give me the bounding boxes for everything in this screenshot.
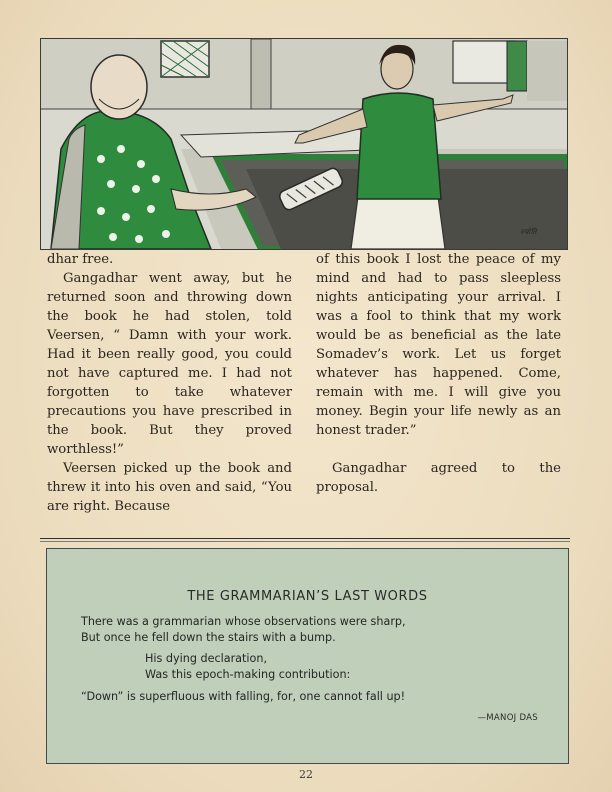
story-column-left <box>47 250 292 516</box>
illustration-drawing <box>41 39 567 249</box>
poem-line: Was this epoch-making contribution: <box>145 668 351 681</box>
poem-line: His dying declaration, <box>145 652 268 665</box>
poem-line: There was a grammarian whose observations were sharp, <box>81 615 406 628</box>
story-paragraph: of this book I lost the peace of my mind and had to pass sleepless nights anticipating your arrival. I was a fool to think that my work would be as beneficial as the late Somadev’s work. Let us forget whatever has happened. Come, remain with me. I will give you money. Begin your life newly as an honest trader.” <box>316 252 561 438</box>
poem-author: —MANOJ DAS <box>477 713 538 723</box>
poem-line: “Down” is superfluous with falling, for, one cannot fall up! <box>81 690 406 703</box>
poem-box <box>46 548 569 764</box>
section-divider <box>40 538 570 539</box>
story-illustration <box>40 38 568 250</box>
section-divider-thin <box>40 541 570 542</box>
page-number: 22 <box>299 768 313 781</box>
story-paragraph: dhar free. <box>47 252 114 267</box>
story-paragraph: Gangadhar agreed to the proposal. <box>316 461 561 495</box>
story-paragraph: Veersen picked up the book and threw it into his oven and said, “You are right. Because <box>47 461 292 514</box>
illustrator-signature: ज्योति <box>519 228 537 236</box>
poem-title: THE GRAMMARIAN’S LAST WORDS <box>187 589 428 604</box>
story-column-right <box>316 250 561 497</box>
story-paragraph: Gangadhar went away, but he returned soon and throwing down the book he had stolen, told Veersen, “ Damn with your work. Had it been really good, you could not have captured me. I had not forgotten to take whatever precautions you have prescribed in the book. But they proved worthless!” <box>47 271 292 457</box>
poem-line: But once he fell down the stairs with a bump. <box>81 631 336 644</box>
